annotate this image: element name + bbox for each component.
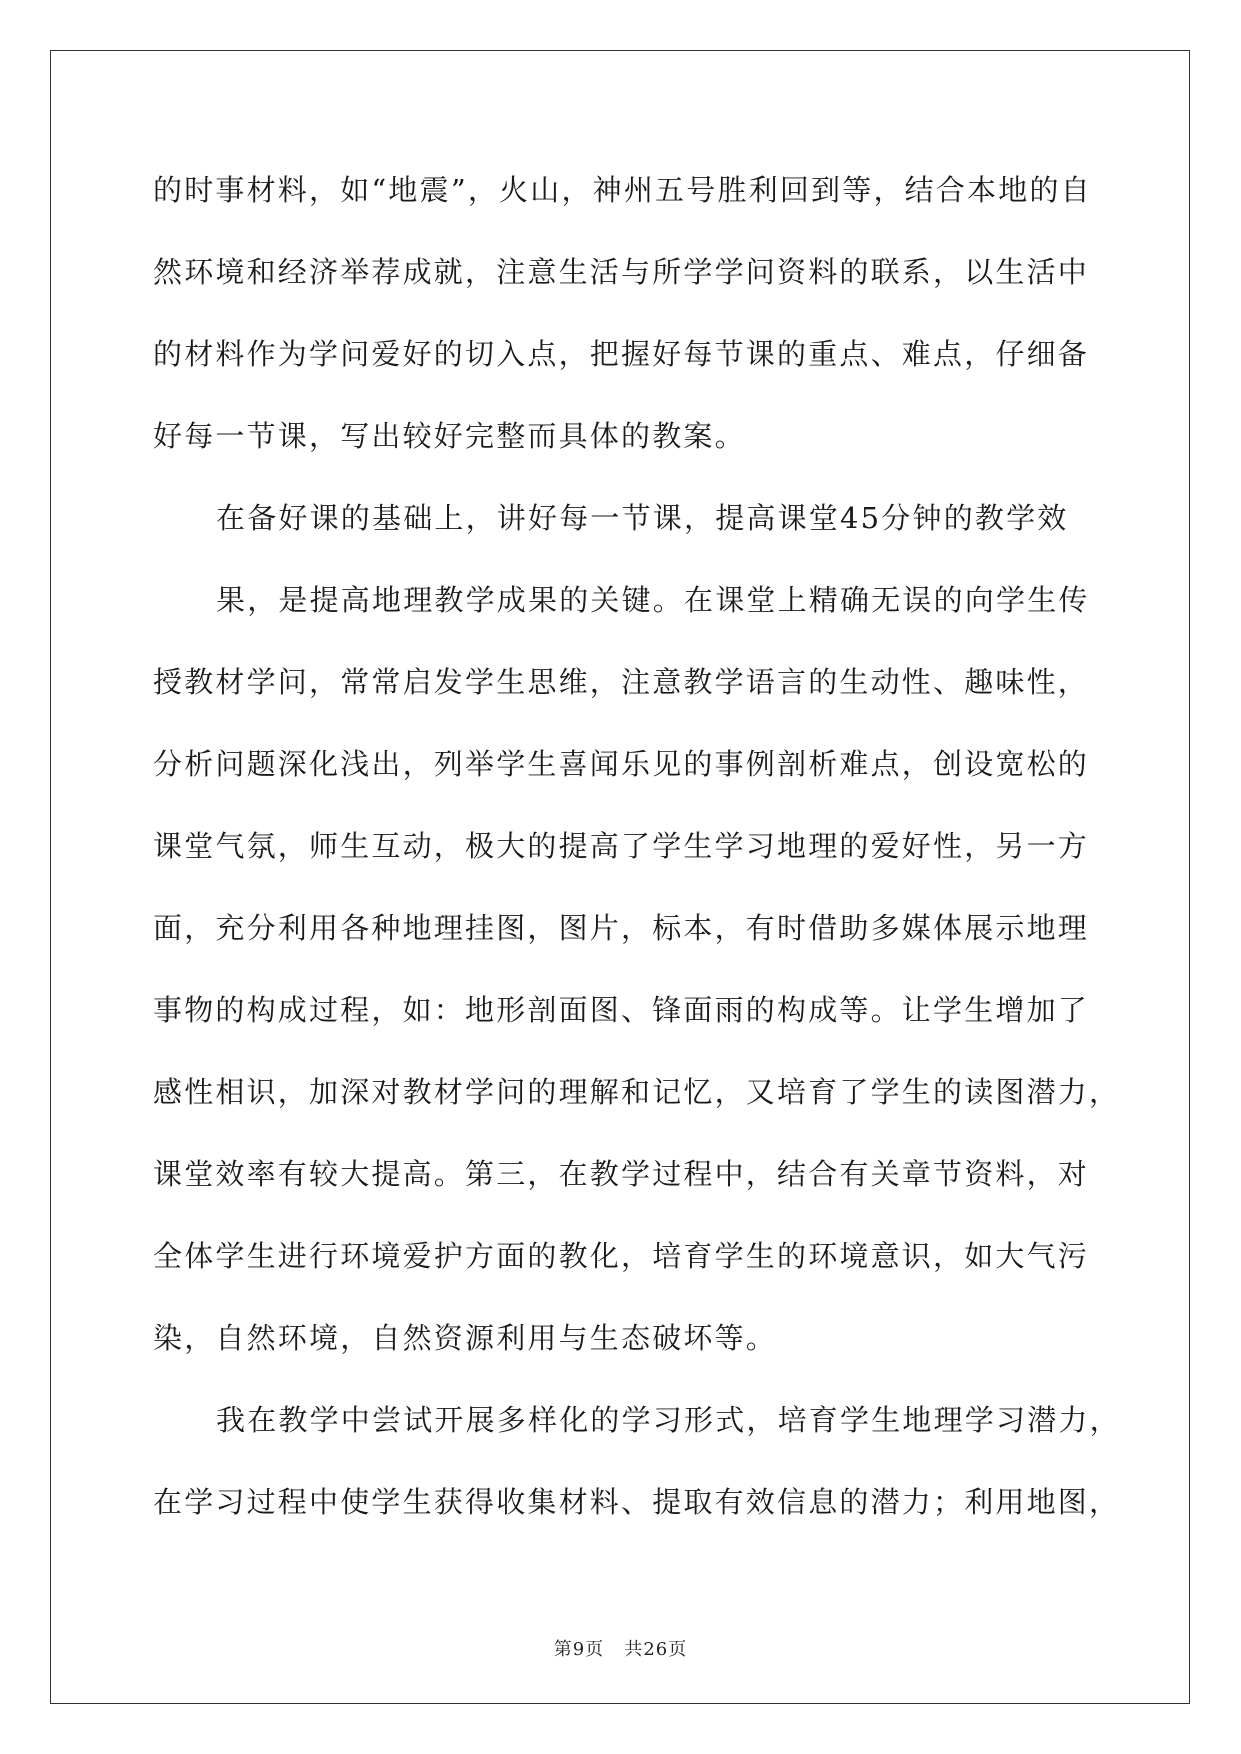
body-text-line: 授教材学问，常常启发学生思维，注意教学语言的生动性、趣味性，: [153, 665, 1090, 699]
body-text-line: 然环境和经济举荐成就，注意生活与所学学问资料的联系，以生活中: [153, 255, 1090, 289]
body-text-line: 的材料作为学问爱好的切入点，把握好每节课的重点、难点，仔细备: [153, 337, 1090, 371]
body-text-line: 我在教学中尝试开展多样化的学习形式，培育学生地理学习潜力，: [216, 1403, 1121, 1437]
body-text-line: 事物的构成过程，如：地形剖面图、锋面雨的构成等。让学生增加了: [153, 993, 1090, 1027]
body-text-line: 感性相识，加深对教材学问的理解和记忆，又培育了学生的读图潜力，: [153, 1075, 1121, 1109]
page-number: 第9页: [553, 1639, 605, 1660]
body-text-line: 染，自然环境，自然资源利用与生态破坏等。: [153, 1321, 778, 1355]
page-footer: [0, 1635, 1241, 1661]
body-text-line: 果，是提高地理教学成果的关键。在课堂上精确无误的向学生传: [216, 583, 1090, 617]
body-text-line: 全体学生进行环境爱护方面的教化，培育学生的环境意识，如大气污: [153, 1239, 1090, 1273]
body-text-line: 课堂气氛，师生互动，极大的提高了学生学习地理的爱好性，另一方: [153, 829, 1090, 863]
body-text-line: 面，充分利用各种地理挂图，图片，标本，有时借助多媒体展示地理: [153, 911, 1090, 945]
body-text-line: 好每一节课，写出较好完整而具体的教案。: [153, 419, 746, 453]
body-text-line: 在学习过程中使学生获得收集材料、提取有效信息的潜力；利用地图，: [153, 1485, 1121, 1519]
page-border: [50, 50, 1190, 1704]
body-text-line: 在备好课的基础上，讲好每一节课，提高课堂45分钟的教学效: [216, 501, 1069, 535]
body-text-line: 的时事材料，如“地震”，火山，神州五号胜利回到等，结合本地的自: [153, 173, 1092, 207]
body-text-line: 课堂效率有较大提高。第三，在教学过程中，结合有关章节资料，对: [153, 1157, 1090, 1191]
page-total: 共26页: [624, 1639, 688, 1660]
body-text-line: 分析问题深化浅出，列举学生喜闻乐见的事例剖析难点，创设宽松的: [153, 747, 1090, 781]
